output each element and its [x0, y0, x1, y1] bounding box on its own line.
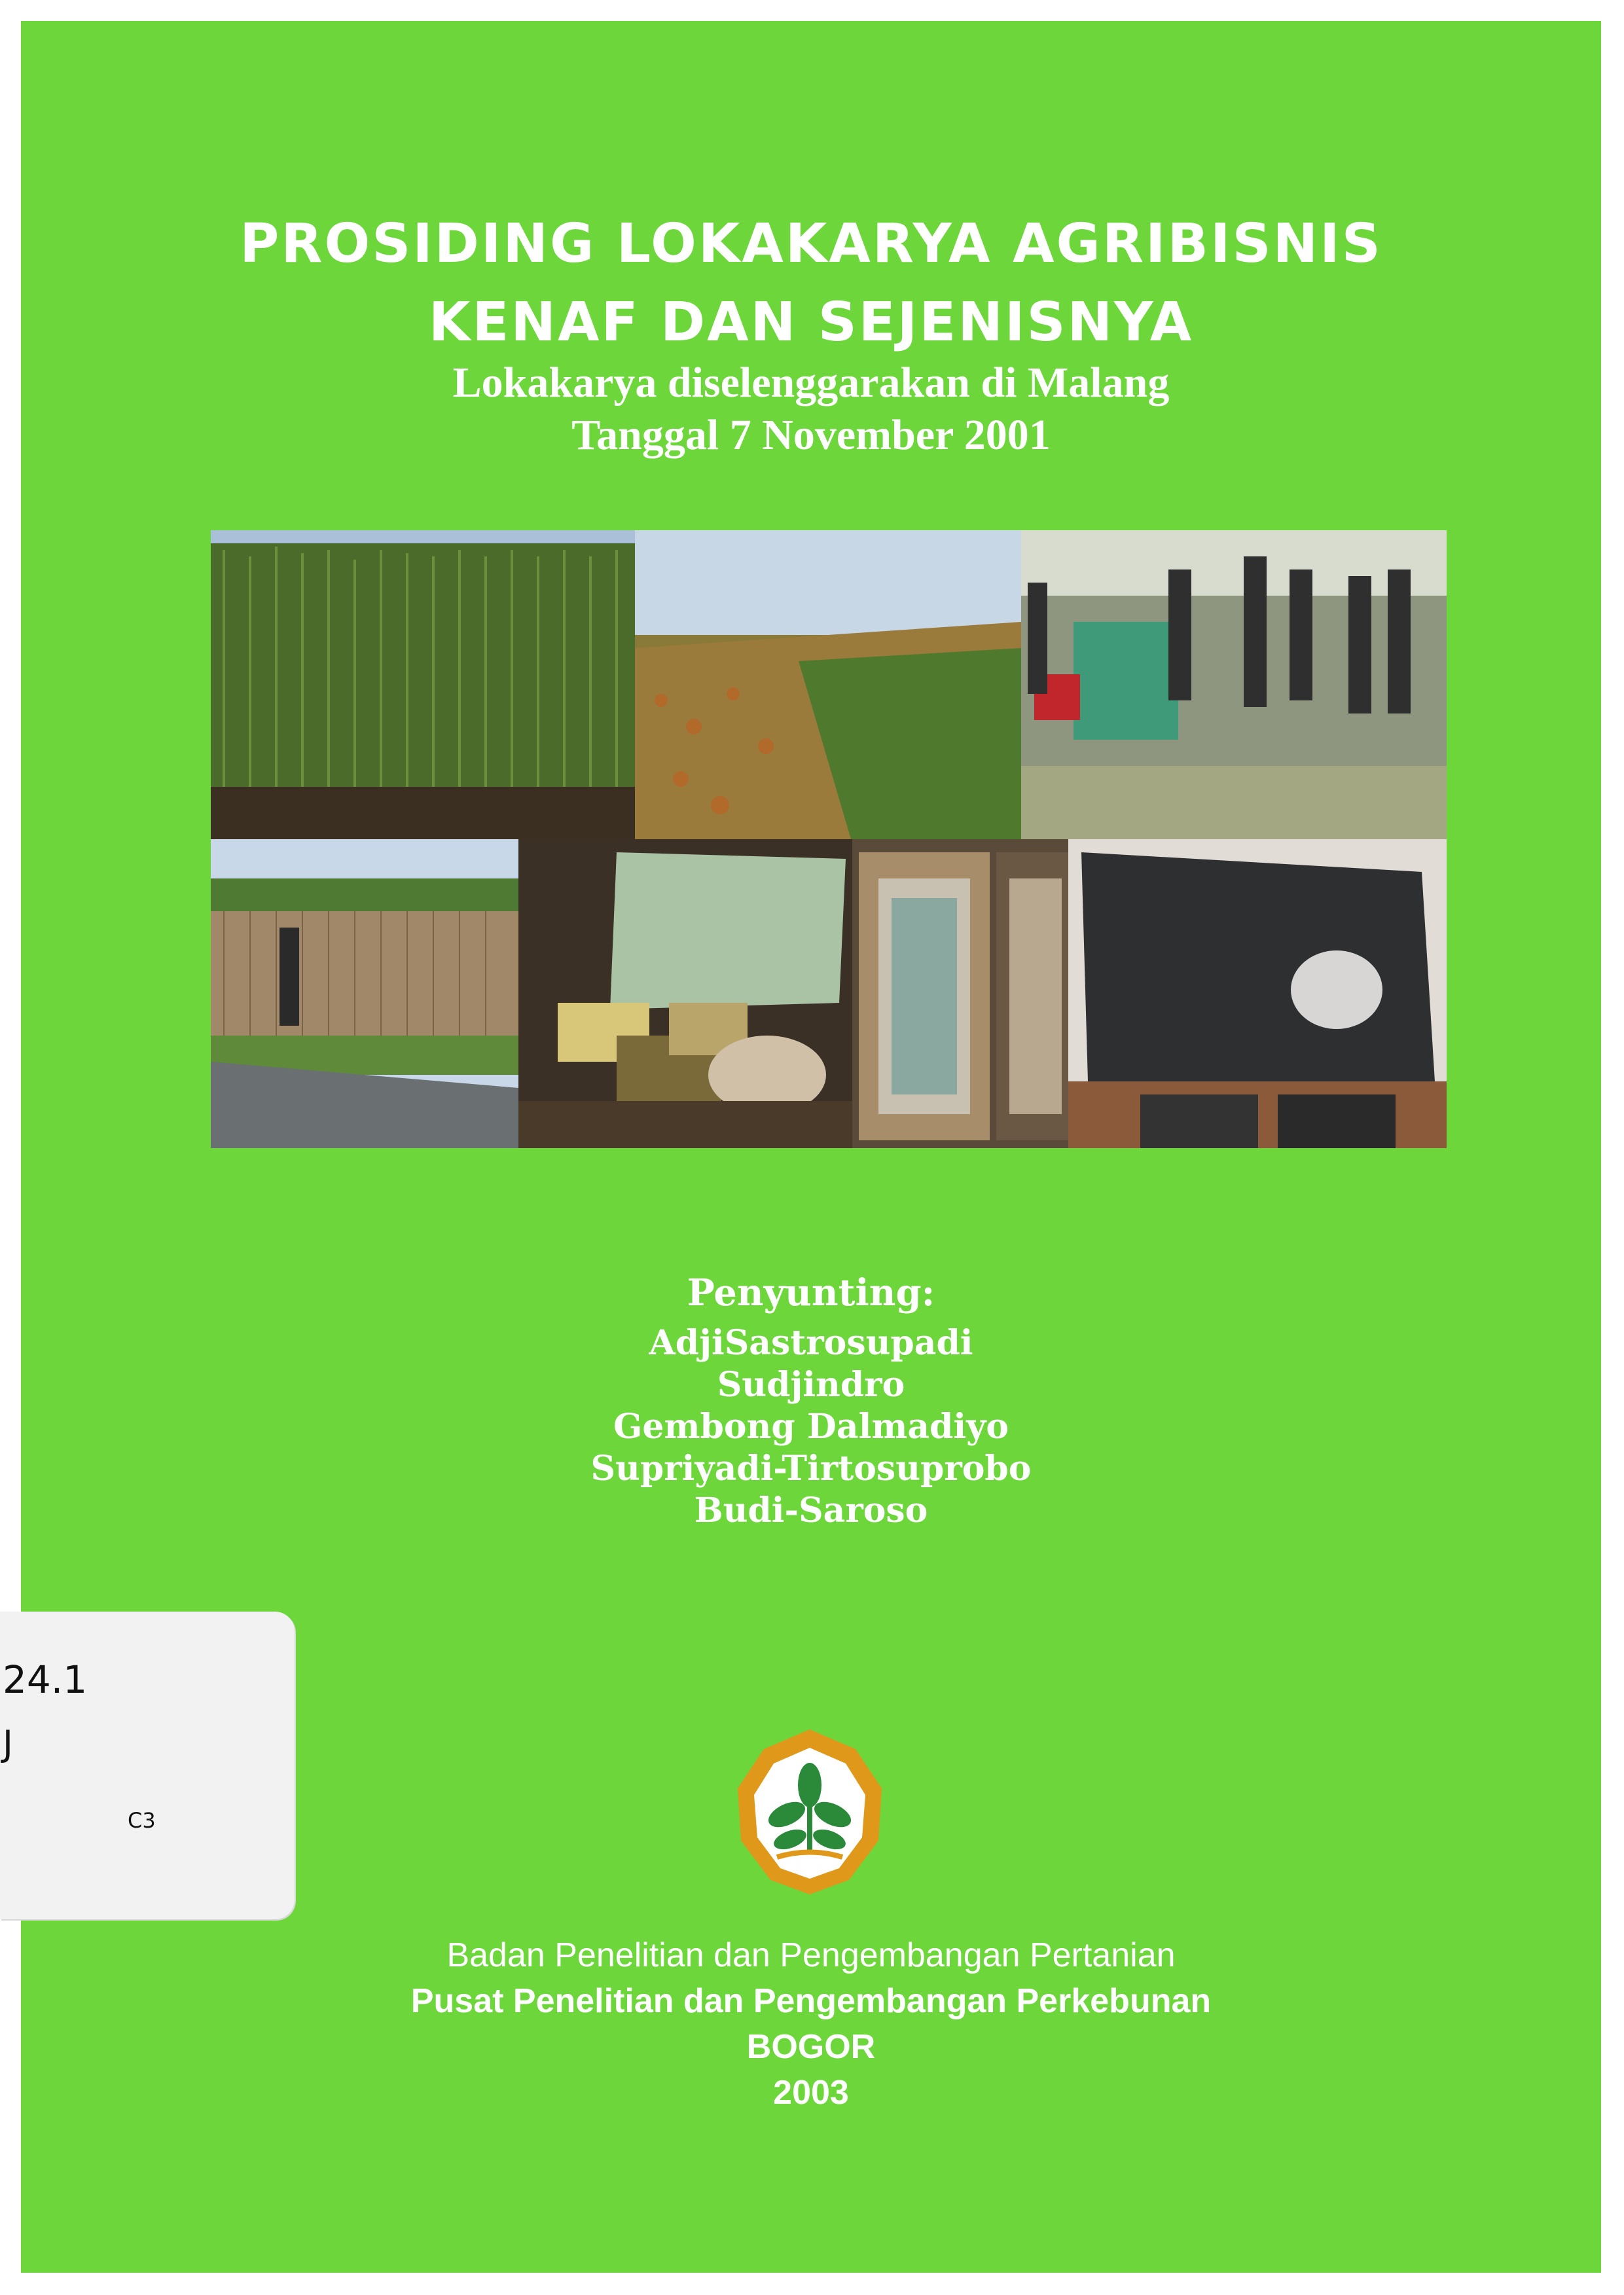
title-line-2: KENAF DAN SEJENISNYA — [428, 291, 1194, 353]
agriculture-emblem-icon — [731, 1723, 888, 1900]
editor-name: Sudjindro — [717, 1365, 905, 1405]
library-call-number-label — [0, 1612, 295, 1919]
call-number-line-3: C3 — [128, 1808, 156, 1833]
editors-block — [21, 1271, 1601, 1532]
subtitle-line-1: Lokakarya diselenggarakan di Malang — [452, 359, 1170, 407]
editor-name: Supriyadi-Tirtosuprobo — [590, 1449, 1032, 1489]
photo-machine-demo — [1021, 530, 1447, 839]
editor-name: Gembong Dalmadiyo — [613, 1407, 1009, 1447]
photo-car-door-panel — [1068, 839, 1447, 1148]
call-number-line-2: J — [3, 1723, 13, 1764]
editors-heading: Penyunting: — [687, 1271, 935, 1314]
publisher-city: BOGOR — [746, 2028, 876, 2066]
publisher-block — [21, 1932, 1601, 2116]
photo-kenaf-products — [518, 839, 852, 1148]
photo-sorghum-field — [635, 530, 1021, 839]
photo-woven-mats — [852, 839, 1068, 1148]
publisher-center: Pusat Penelitian dan Pengembangan Perkebunan — [410, 1982, 1212, 2020]
photo-collage — [211, 530, 1447, 1148]
photo-fiber-drying — [211, 839, 518, 1148]
title-line-1: PROSIDING LOKAKARYA AGRIBISNIS — [240, 213, 1382, 275]
subtitle-line-2: Tanggal 7 November 2001 — [571, 411, 1051, 459]
book-cover — [21, 21, 1601, 2273]
editor-name: Budi-Saroso — [694, 1491, 928, 1530]
photo-kenaf-field — [211, 530, 635, 839]
call-number-line-1: 24.1 — [3, 1657, 88, 1702]
publisher-agency: Badan Penelitian dan Pengembangan Pertanian — [446, 1936, 1176, 1974]
publication-year: 2003 — [773, 2074, 849, 2112]
editor-name: AdjiSastrosupadi — [649, 1323, 973, 1363]
